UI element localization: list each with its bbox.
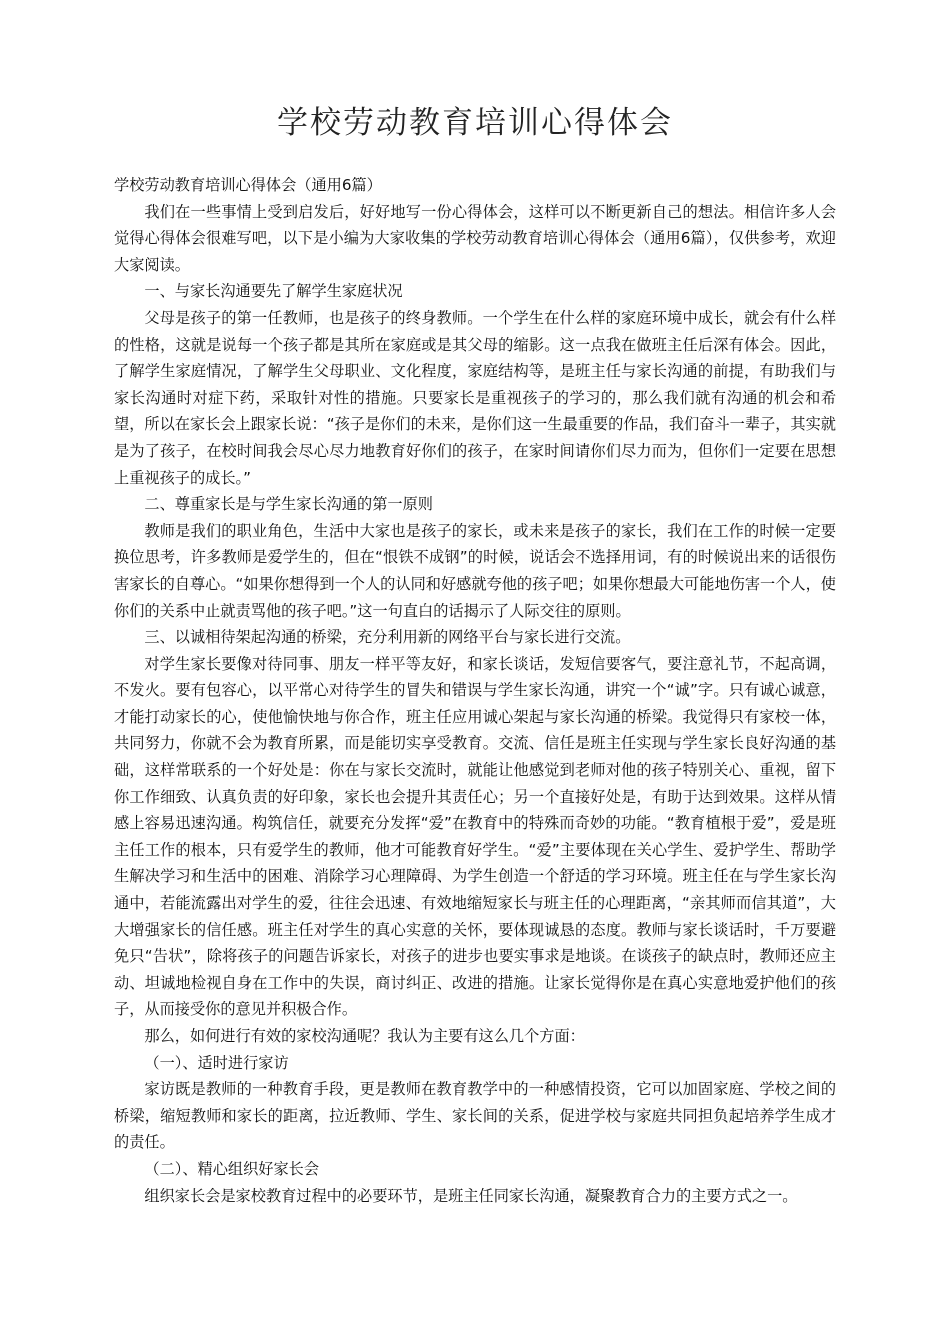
section-3-question: 那么，如何进行有效的家校沟通呢？我认为主要有这么几个方面： [144,1027,585,1045]
document-page [114,0,836,1209]
subsection-1-heading: （一）、适时进行家访 [144,1053,289,1072]
document-body [114,172,836,1209]
subsection-2-paragraph: 组织家长会是家校教育过程中的必要环节，是班主任同家长沟通，凝聚教育合力的主要方式之一。 [144,1186,798,1205]
section-3-heading: 三、以诚相待架起沟通的桥梁，充分利用新的网络平台与家长进行交流。 [144,628,631,647]
section-2-heading: 二、尊重家长是与学生家长沟通的第一原则 [144,495,433,514]
subsection-2-heading: （二）、精心组织好家长会 [144,1159,320,1178]
section-1-paragraph: 父母是孩子的第一任教师，也是孩子的终身教师。一个学生在什么样的家庭环境中成长，就会有什么样的性格，这就是说每一个孩子都是其所在家庭或是其父母的缩影。这一点我在做班主任后深有体会。因此，了解学生家庭情况，了解学生父母职业、文化程度，家庭结构等，是班主任与家长沟通的前提，有助我们与家长沟通时对症下药，采取针对性的措施。只要家长是重视孩子的学习的，那么我们就有沟通的机会和希望，所以在家长会上跟家长说：“孩子是你们的未来，是你们这一生最重要的作品，我们奋斗一辈子，其实就是为了孩子，在校时间我会尽心尽力地教育好你们的孩子，在家时间请你们尽力而为，但你们一定要在思想上重视孩子的成长。” [114,308,836,487]
document-subtitle: 学校劳动教育培训心得体会（通用6篇） [114,176,382,194]
section-2-paragraph: 教师是我们的职业角色，生活中大家也是孩子的家长，或未来是孩子的家长，我们在工作的时候一定要换位思考，许多教师是爱学生的，但在“恨铁不成钢”的时候，说话会不选择用词，有的时候说出来的话很伤害家长的自尊心。“如果你想得到一个人的认同和好感就夸他的孩子吧；如果你想最大可能地伤害一个人，使你们的关系中止就责骂他的孩子吧。”这一句直白的话揭示了人际交往的原则。 [114,521,836,620]
intro-paragraph: 我们在一些事情上受到启发后，好好地写一份心得体会，这样可以不断更新自己的想法。相信许多人会觉得心得体会很难写吧，以下是小编为大家收集的学校劳动教育培训心得体会（通用6篇），仅供参考，欢迎大家阅读。 [114,202,836,274]
section-3-paragraph: 对学生家长要像对待同事、朋友一样平等友好，和家长谈话，发短信要客气，要注意礼节，不起高调，不发火。要有包容心，以平常心对待学生的冒失和错误与学生家长沟通，讲究一个“诚”字。只有诚心诚意，才能打动家长的心，使他愉快地与你合作，班主任应用诚心架起与家长沟通的桥梁。我觉得只有家校一体，共同努力，你就不会为教育所累，而是能切实享受教育。交流、信任是班主任实现与学生家长良好沟通的基础，这样常联系的一个好处是：你在与家长交流时，就能让他感觉到老师对他的孩子特别关心、重视，留下你工作细致、认真负责的好印象，家长也会提升其责任心；另一个直接好处是，有助于达到效果。这样从情感上容易迅速沟通。构筑信任，就要充分发挥“爱”在教育中的特殊而奇妙的功能。“教育植根于爱”，爱是班主任工作的根本，只有爱学生的教师，他才可能教育好学生。“爱”主要体现在关心学生、爱护学生、帮助学生解决学习和生活中的困难、消除学习心理障碍、为学生创造一个舒适的学习环境。班主任在与学生家长沟通中，若能流露出对学生的爱，往往会迅速、有效地缩短家长与班主任的心理距离，“亲其师而信其道”，大大增强家长的信任感。班主任对学生的真心实意的关怀，要体现诚恳的态度。教师与家长谈话时，千万要避免只“告状”，除将孩子的问题告诉家长，对孩子的进步也要实事求是地谈。在谈孩子的缺点时，教师还应主动、坦诚地检视自身在工作中的失误，商讨纠正、改进的措施。让家长觉得你是在真心实意地爱护他们的孩子，从而接受你的意见并积极合作。 [114,654,836,1019]
subsection-1-paragraph: 家访既是教师的一种教育手段，更是教师在教育教学中的一种感情投资，它可以加固家庭、学校之间的桥梁，缩短教师和家长的距离，拉近教师、学生、家长间的关系，促进学校与家庭共同担负起培养学生成才的责任。 [114,1080,836,1152]
document-title: 学校劳动教育培训心得体会 [277,105,673,141]
section-1-heading: 一、与家长沟通要先了解学生家庭状况 [144,282,403,301]
